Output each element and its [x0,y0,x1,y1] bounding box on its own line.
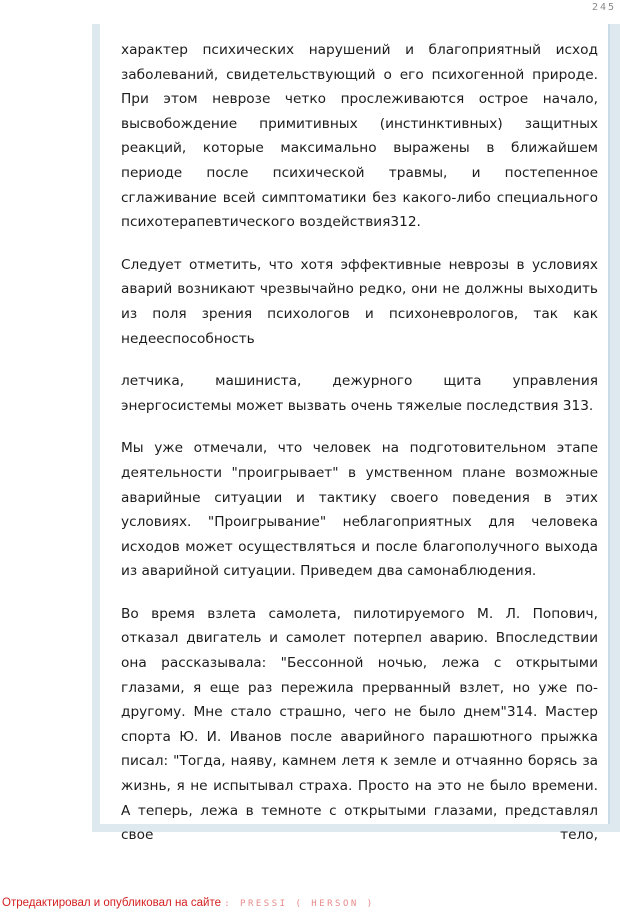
text-body [100,24,610,844]
paragraph-4: Мы уже отмечали, что человек на подготовительном этапе деятельности "проигрывает" в умственном плане возможные аварийные ситуации и тактику своего поведения в этих условиях. "Проигрывание" неблагоприятных для человека исходов может осуществляться и после благополучного выхода из аварийной ситуации. Приведем два самонаблюдения. [121,440,598,580]
paragraph-3: летчика, машиниста, дежурного щита управления энергосистемы может вызвать очень тяжелые последствия 313. [121,373,598,414]
footer-credit [2,896,375,911]
paragraph-2: Следует отметить, что хотя эффективные неврозы в условиях аварий возникают чрезвычайно редко, они не должны выходить из поля зрения психологов и психоневрологов, так как недееспособность [121,256,598,347]
paragraph-1: характер психических нарушений и благоприятный исход заболеваний, свидетельствующий о его психогенной природе. При этом неврозе четко прослеживаются острое начало, высвобождение примитивных (инстинктивных) защитных реакций, которые максимально выражены в ближайшем периоде после психической травмы, и постепенное сглаживание всей симптоматики без какого-либо специального психотерапевтического воздействия312. [121,42,598,231]
page-number: 245 [591,2,616,13]
footer-site-link[interactable]: : PRESSI ( HERSON ) [224,899,375,909]
paragraph-5: Во время взлета самолета, пилотируемого М. Л. Попович, отказал двигатель и самолет потерпел аварию. Впоследствии она рассказывала: "Бессонной ночью, лежа с открытыми глазами, я еще раз пережила прерванный взлет, но уже по-другому. Мне стало страшно, чего не было днем"314. Мастер спорта Ю. И. Иванов после аварийного парашютного прыжка писал: "Тогда, наяву, камнем летя к земле и отчаянно борясь за жизнь, я не испытывал страха. Просто на это не было времени. А теперь, лежа в темноте с открытыми глазами, представлял свое тело, [121,605,598,844]
footer-text: Отредактировал и опубликовал на сайте [2,897,221,909]
